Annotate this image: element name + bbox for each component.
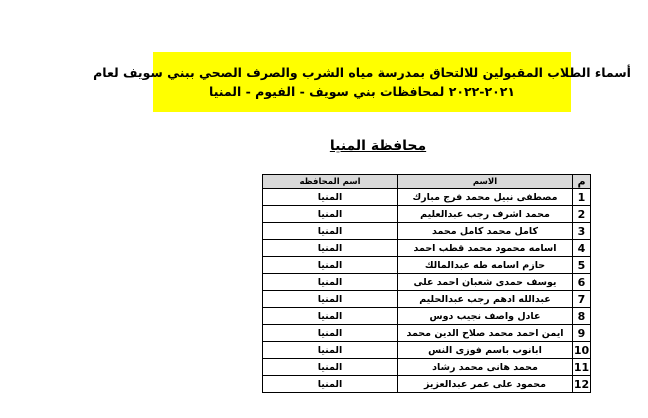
table-row [263,257,591,274]
governorate-cell: المنيا [263,325,398,342]
table-row [263,223,591,240]
row-number: 2 [573,206,591,223]
governorate-cell: المنيا [263,359,398,376]
governorate-cell: المنيا [263,240,398,257]
table-row [263,342,591,359]
row-number: 3 [573,223,591,240]
header-name: الاسم [398,175,573,189]
row-number: 7 [573,291,591,308]
governorate-cell: المنيا [263,223,398,240]
student-name: كامل محمد كامل محمد [398,223,573,240]
governorate-cell: المنيا [263,291,398,308]
table-row [263,376,591,393]
row-number: 11 [573,360,590,374]
student-name: عبدالله ادهم رجب عبدالحليم [398,291,573,308]
row-number: 4 [573,240,591,257]
table-row [263,240,591,257]
table-row [263,325,591,342]
student-name: عادل واصف نجيب دوس [398,308,573,325]
table-row [263,274,591,291]
row-number: 10 [573,343,590,357]
student-name: ايمن احمد محمد صلاح الدين محمد [398,325,573,342]
row-number: 8 [573,308,591,325]
student-name: ابانوب باسم فوزى النس [398,342,573,359]
row-number: 9 [573,325,591,342]
table-body [263,189,591,393]
header-number: م [573,175,591,189]
banner-line-1: أسماء الطلاب المقبولين للالتحاق بمدرسة مياه الشرب والصرف الصحي ببني سويف لعام [93,65,631,80]
row-number: 1 [573,189,591,206]
governorate-cell: المنيا [263,342,398,359]
row-number: 6 [573,274,591,291]
table-row [263,308,591,325]
governorate-cell: المنيا [263,206,398,223]
student-name: حازم اسامه طه عبدالمالك [398,257,573,274]
governorate-cell: المنيا [263,308,398,325]
title-banner [93,52,631,112]
student-name: يوسف حمدى شعبان احمد على [398,274,573,291]
table-row [263,291,591,308]
table-header-row [263,175,591,189]
student-name: محمد هانى محمد رشاد [398,359,573,376]
governorate-cell: المنيا [263,274,398,291]
header-governorate: اسم المحافظه [263,175,398,189]
governorate-cell: المنيا [263,376,398,393]
table-row [263,359,591,376]
governorate-heading: محافظة المنيا [329,138,427,154]
table-row [263,189,591,206]
student-name: محمد اشرف رجب عبدالعليم [398,206,573,223]
banner-line-2: ٢٠٢١-٢٠٢٢ لمحافظات بني سويف - الفيوم - المنيا [209,84,515,99]
student-name: اسامه محمود محمد قطب احمد [398,240,573,257]
row-number: 12 [573,377,590,391]
governorate-cell: المنيا [263,257,398,274]
student-name: محمود على عمر عبدالعزيز [398,376,573,393]
row-number: 5 [573,257,591,274]
table-row [263,206,591,223]
students-table [262,174,591,393]
student-name: مصطفى نبيل محمد فرج مبارك [398,189,573,206]
governorate-cell: المنيا [263,189,398,206]
